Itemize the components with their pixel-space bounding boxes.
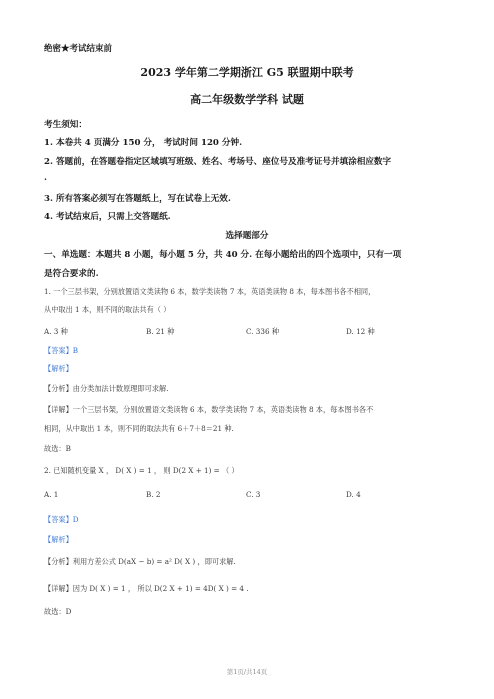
q1-option-b: B. 21 种	[146, 327, 175, 336]
confidential-label: 绝密★考试结束前	[44, 44, 113, 54]
q1-answer-text: 【答案】B	[44, 346, 79, 355]
q2-analysis: 【分析】利用方差公式 D(aX − b) = a² D( X ) ，即可求解.	[44, 557, 236, 566]
q2-option-c: C. 3	[246, 490, 261, 499]
q1-final: 故选：B	[44, 444, 71, 453]
q2-detail: 【详解】因为 D( X ) = 1 ， 所以 D(2 X + 1) = 4D( X ) = 4 .	[44, 584, 249, 593]
note-item: 1. 本卷共 4 页满分 150 分， 考试时间 120 分钟.	[44, 138, 243, 148]
note-item: 2. 答题前，在答题卷指定区域填写班级、姓名、考场号、座位号及准考证号并填涂相应数字	[44, 157, 392, 167]
note-item: 4. 考试结束后，只需上交答题纸.	[44, 212, 171, 222]
q2-stem: 2. 已知随机变量 X ， D( X ) = 1 ， 则 D(2 X + 1) = （ ）	[44, 466, 239, 475]
q1-option-c: C. 336 种	[246, 327, 280, 336]
q2-option-a: A. 1	[44, 490, 59, 499]
page-footer: 第1页/共14页	[226, 668, 268, 676]
q1-answer	[44, 346, 78, 356]
q1-analysis: 【分析】由分类加法计数原理即可求解.	[44, 384, 169, 393]
section-intro: 是符合要求的.	[44, 269, 99, 279]
q2-analysis-tag: 【解析】	[44, 535, 73, 544]
q2-answer: 【答案】D	[44, 515, 79, 524]
section-intro: 一、单选题：本题共 8 小题，每小题 5 分，共 40 分. 在每小题给出的四个选项中，只有一项	[44, 250, 402, 260]
exam-subtitle: 高二年级数学学科 试题	[190, 93, 304, 106]
q1-stem: 从中取出 1 本，则不同的取法共有（ ）	[44, 305, 171, 314]
section-title: 选择题部分	[225, 231, 269, 241]
q1-stem: 1. 一个三层书架，分别放置语文类读物 6 本，数学类读物 7 本，英语类读物 8 本，每本图书各不相同，	[44, 287, 376, 296]
q1-detail: 【详解】一个三层书架，分别放置语文类读物 6 本，数学类读物 7 本，英语类读物 8 本，每本图书各不	[44, 405, 374, 414]
q1-option-d: D. 12 种	[346, 327, 375, 336]
q1-option-a: A. 3 种	[44, 327, 68, 336]
note-item: 3. 所有答案必须写在答题纸上，写在试卷上无效.	[44, 194, 231, 204]
q1-analysis-tag: 【解析】	[44, 364, 73, 373]
note-item: .	[44, 173, 47, 183]
exam-title: 2023 学年第二学期浙江 G5 联盟期中联考	[140, 66, 354, 79]
notes-heading: 考生须知：	[44, 120, 87, 130]
q1-detail: 相同，从中取出 1 本，则不同的取法共有 6＋7＋8＝21 种.	[44, 424, 234, 433]
q2-option-d: D. 4	[346, 490, 361, 499]
q2-option-b: B. 2	[146, 490, 161, 499]
q2-final: 故选：D	[44, 607, 72, 616]
